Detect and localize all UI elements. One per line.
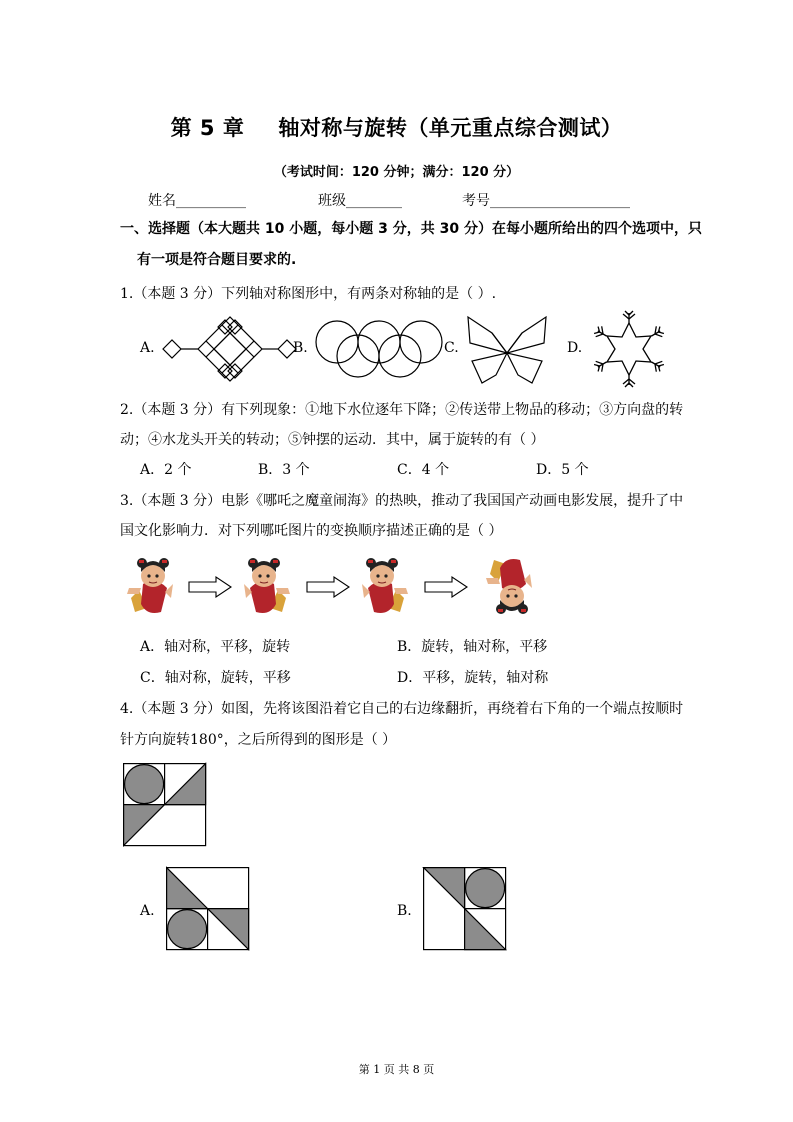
question-2-line1: 2.（本题 3 分）有下列现象：①地下水位逐年下降；②传送带上物品的移动；③方向盘的转	[120, 402, 684, 418]
nezha-figure-4	[484, 554, 534, 618]
section-heading-line2: 有一项是符合题目要求的.	[137, 252, 297, 268]
q2-option-d: D．5 个	[536, 462, 589, 478]
arrow-3	[424, 576, 468, 598]
rhombus-pinwheel-figure	[466, 313, 548, 385]
nezha-figure-2	[242, 554, 292, 618]
nezha-figure-1	[125, 554, 175, 618]
arrow-2	[306, 576, 350, 598]
chapter-number: 第 5 章	[170, 116, 245, 140]
class-field: 班级________	[318, 193, 402, 209]
question-3-line1: 3.（本题 3 分）电影《哪吒之魔童闹海》的热映，推动了我国国产动画电影发展，提升了中	[120, 493, 684, 509]
chapter-name: 轴对称与旋转（单元重点综合测试）	[278, 116, 623, 140]
q1-option-b-label: B.	[293, 340, 308, 356]
q3-option-a: A．轴对称，平移，旋转	[140, 639, 291, 655]
question-4-line1: 4.（本题 3 分）如图，先将该图沿着它自己的右边缘翻折，再绕着右下角的一个端点按顺时	[120, 701, 684, 717]
q2-option-a: A．2 个	[140, 462, 192, 478]
q3-option-c: C．轴对称，旋转，平移	[140, 670, 291, 686]
q2-option-b: B．3 个	[258, 462, 310, 478]
q2-option-c: C．4 个	[397, 462, 450, 478]
question-3-line2: 国文化影响力．对下列哪吒图片的变换顺序描述正确的是（ ）	[120, 523, 503, 539]
q3-option-b: B．旋转，轴对称，平移	[397, 639, 548, 655]
snowflake-figure	[590, 310, 668, 388]
section-heading-line1: 一、选择题（本大题共 10 小题，每小题 3 分，共 30 分）在每小题所给出的四个选项中，只	[120, 221, 702, 237]
name-field: 姓名__________	[148, 193, 246, 209]
q4-option-a-figure	[166, 867, 250, 951]
q4-option-b-label: B.	[397, 903, 412, 919]
q4-original-figure	[123, 763, 207, 847]
exam-subtitle: （考试时间：120 分钟；满分：120 分）	[273, 165, 520, 180]
question-1-text: 1.（本题 3 分）下列轴对称图形中，有两条对称轴的是（ ）.	[120, 286, 497, 302]
page-footer: 第 1 页 共 8 页	[358, 1063, 435, 1076]
q1-option-c-label: C.	[444, 340, 459, 356]
olympic-rings-figure	[313, 318, 445, 380]
arrow-1	[188, 576, 232, 598]
q1-option-a-label: A.	[140, 340, 155, 356]
chinese-knot-figure	[162, 317, 297, 381]
q4-option-b-figure	[423, 867, 507, 951]
page-title	[0, 112, 793, 142]
question-2-line2: 动；④水龙头开关的转动；⑤钟摆的运动．其中，属于旋转的有（ ）	[120, 432, 545, 448]
q3-option-d: D．平移，旋转，轴对称	[397, 670, 549, 686]
q4-option-a-label: A.	[140, 903, 155, 919]
question-4-line2: 针方向旋转180°，之后所得到的图形是（ ）	[120, 732, 397, 748]
q1-option-d-label: D.	[567, 340, 583, 356]
id-field: 考号____________________	[462, 193, 630, 209]
nezha-figure-3	[360, 554, 410, 618]
